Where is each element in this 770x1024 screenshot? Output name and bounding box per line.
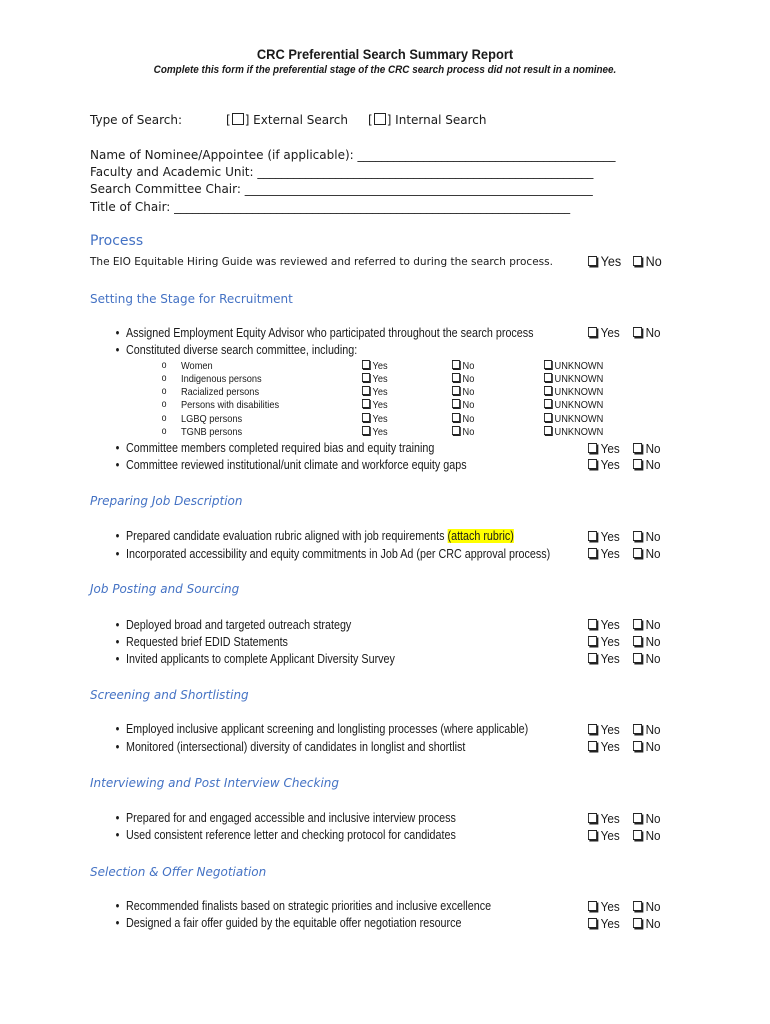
list-item: • Committee reviewed institutional/unit climate and workforce equity gaps <box>126 458 467 472</box>
yes-checkbox[interactable] <box>588 636 597 646</box>
yes-option[interactable]: Yes <box>588 722 620 737</box>
list-item: • Prepared for and engaged accessible and inclusive interview process <box>126 811 456 825</box>
no-checkbox[interactable] <box>633 459 642 469</box>
yes-option[interactable]: Yes <box>362 386 388 398</box>
yes-option[interactable]: Yes <box>362 399 388 411</box>
process-yes[interactable]: Yes <box>588 253 621 269</box>
yes-checkbox[interactable] <box>588 813 597 823</box>
process-no[interactable]: No <box>633 253 662 269</box>
yes-option[interactable]: Yes <box>588 899 620 914</box>
unknown-option[interactable]: UNKNOWN <box>544 413 603 425</box>
no-checkbox[interactable] <box>633 724 642 734</box>
yes-checkbox[interactable] <box>362 373 370 382</box>
no-checkbox[interactable] <box>633 548 642 558</box>
no-option[interactable]: No <box>633 828 661 843</box>
unknown-option[interactable]: UNKNOWN <box>544 426 603 438</box>
list-item: • Invited applicants to complete Applicant Diversity Survey <box>126 652 395 666</box>
group-racialized: o Racialized persons <box>181 386 259 398</box>
no-option[interactable]: No <box>452 399 474 411</box>
yes-checkbox[interactable] <box>588 548 597 558</box>
yes-option[interactable]: Yes <box>362 426 388 438</box>
no-option[interactable]: No <box>633 325 661 340</box>
yes-option[interactable]: Yes <box>362 360 388 372</box>
process-statement: The EIO Equitable Hiring Guide was reviewed and referred to during the search process. <box>90 256 553 268</box>
unknown-option[interactable]: UNKNOWN <box>544 399 603 411</box>
no-option[interactable]: No <box>452 386 474 398</box>
external-search-option[interactable]: [ ] External Search <box>226 113 349 127</box>
list-item: • Prepared candidate evaluation rubric aligned with job requirements (attach rubric) <box>126 529 514 543</box>
unknown-checkbox[interactable] <box>544 413 552 422</box>
no-checkbox[interactable] <box>633 443 642 453</box>
yes-checkbox[interactable] <box>588 918 597 928</box>
yes-option[interactable]: Yes <box>588 651 620 666</box>
unknown-option[interactable]: UNKNOWN <box>544 360 603 372</box>
no-option[interactable]: No <box>452 373 474 385</box>
search-type-label: Type of Search: <box>90 113 183 127</box>
no-checkbox[interactable] <box>633 619 642 629</box>
list-item: • Recommended finalists based on strategic priorities and inclusive excellence <box>126 899 491 913</box>
nominee-field[interactable]: Name of Nominee/Appointee (if applicable): ___________________________________________ <box>90 148 616 162</box>
yes-option[interactable]: Yes <box>588 828 620 843</box>
no-option[interactable]: No <box>633 899 661 914</box>
interviewing-heading: Interviewing and Post Interview Checking <box>90 776 339 790</box>
yes-checkbox[interactable] <box>362 360 370 369</box>
unknown-checkbox[interactable] <box>544 386 552 395</box>
internal-search-option[interactable]: [ ] Internal Search <box>368 113 487 127</box>
yes-checkbox[interactable] <box>588 653 597 663</box>
group-tgnb: o TGNB persons <box>181 426 242 438</box>
yes-checkbox[interactable] <box>588 901 597 911</box>
no-option[interactable]: No <box>633 916 661 931</box>
no-checkbox[interactable] <box>452 413 460 422</box>
yes-option[interactable]: Yes <box>588 739 620 754</box>
no-option[interactable]: No <box>633 634 661 649</box>
internal-search-checkbox[interactable] <box>374 113 386 125</box>
yes-option[interactable]: Yes <box>362 373 388 385</box>
no-checkbox[interactable] <box>633 636 642 646</box>
list-item: • Deployed broad and targeted outreach strategy <box>126 618 351 632</box>
no-checkbox[interactable] <box>633 813 642 823</box>
yes-option[interactable]: Yes <box>588 916 620 931</box>
list-item: • Committee members completed required bias and equity training <box>126 441 434 455</box>
unknown-checkbox[interactable] <box>544 373 552 382</box>
yes-option[interactable]: Yes <box>588 811 620 826</box>
no-option[interactable]: No <box>452 360 474 372</box>
no-option[interactable]: No <box>633 739 661 754</box>
yes-option[interactable]: Yes <box>588 617 620 632</box>
no-checkbox[interactable] <box>633 327 642 337</box>
unknown-checkbox[interactable] <box>544 426 552 435</box>
no-checkbox[interactable] <box>633 901 642 911</box>
no-checkbox[interactable] <box>452 399 460 408</box>
no-option[interactable]: No <box>633 441 661 456</box>
no-option[interactable]: No <box>633 529 661 544</box>
no-option[interactable]: No <box>633 722 661 737</box>
yes-option[interactable]: Yes <box>588 546 620 561</box>
report-title: CRC Preferential Search Summary Report <box>256 46 514 62</box>
yes-checkbox[interactable] <box>362 399 370 408</box>
list-item: • Designed a fair offer guided by the equitable offer negotiation resource <box>126 916 461 930</box>
yes-checkbox[interactable] <box>588 741 597 751</box>
list-item: • Incorporated accessibility and equity commitments in Job Ad (per CRC approval process) <box>126 547 550 561</box>
yes-checkbox[interactable] <box>588 830 597 840</box>
no-checkbox[interactable] <box>452 426 460 435</box>
unknown-checkbox[interactable] <box>544 360 552 369</box>
no-checkbox[interactable] <box>633 741 642 751</box>
attach-rubric-highlight: (attach rubric) <box>447 529 514 543</box>
no-option[interactable]: No <box>452 426 474 438</box>
no-checkbox[interactable] <box>452 373 460 382</box>
yes-checkbox[interactable] <box>588 443 597 453</box>
yes-option[interactable]: Yes <box>588 529 620 544</box>
yes-checkbox[interactable] <box>362 386 370 395</box>
yes-option[interactable]: Yes <box>362 413 388 425</box>
process-heading: Process <box>90 233 144 249</box>
no-checkbox[interactable] <box>452 360 460 369</box>
list-item: • Employed inclusive applicant screening and longlisting processes (where applicable) <box>126 722 528 736</box>
yes-option[interactable]: Yes <box>588 325 620 340</box>
preparing-heading: Preparing Job Description <box>90 494 243 508</box>
yes-checkbox[interactable] <box>588 327 597 337</box>
yes-checkbox[interactable] <box>588 531 597 541</box>
no-checkbox[interactable] <box>633 830 642 840</box>
yes-checkbox[interactable] <box>588 724 597 734</box>
unknown-option[interactable]: UNKNOWN <box>544 386 603 398</box>
selection-heading: Selection & Offer Negotiation <box>90 865 267 879</box>
unknown-checkbox[interactable] <box>544 399 552 408</box>
yes-checkbox[interactable] <box>588 619 597 629</box>
no-checkbox[interactable] <box>633 256 642 266</box>
list-item: • Assigned Employment Equity Advisor who participated throughout the search process <box>126 326 534 340</box>
no-option[interactable]: No <box>633 651 661 666</box>
yes-checkbox[interactable] <box>588 256 597 266</box>
yes-checkbox[interactable] <box>362 413 370 422</box>
screening-heading: Screening and Shortlisting <box>90 688 249 702</box>
unknown-option[interactable]: UNKNOWN <box>544 373 603 385</box>
external-search-checkbox[interactable] <box>232 113 244 125</box>
no-option[interactable]: No <box>633 811 661 826</box>
list-item: • Monitored (intersectional) diversity of candidates in longlist and shortlist <box>126 740 465 754</box>
report-subtitle: Complete this form if the preferential stage of the CRC search process did not result in a nominee. <box>153 64 617 76</box>
no-checkbox[interactable] <box>452 386 460 395</box>
no-checkbox[interactable] <box>633 531 642 541</box>
faculty-field[interactable]: Faculty and Academic Unit: ________________________________________________________ <box>90 165 594 179</box>
group-women: o Women <box>181 360 213 372</box>
list-item: • Constituted diverse search committee, including: <box>126 343 357 357</box>
group-disabilities: o Persons with disabilities <box>181 399 279 411</box>
setting-stage-heading: Setting the Stage for Recruitment <box>90 292 293 306</box>
yes-checkbox[interactable] <box>362 426 370 435</box>
no-option[interactable]: No <box>633 457 661 472</box>
title-of-chair-field[interactable]: Title of Chair: __________________________________________________________________ <box>90 200 571 214</box>
list-item: • Requested brief EDID Statements <box>126 635 288 649</box>
yes-option[interactable]: Yes <box>588 634 620 649</box>
yes-option[interactable]: Yes <box>588 457 620 472</box>
posting-heading: Job Posting and Sourcing <box>90 582 240 596</box>
no-option[interactable]: No <box>452 413 474 425</box>
yes-checkbox[interactable] <box>588 459 597 469</box>
no-option[interactable]: No <box>633 617 661 632</box>
chair-field[interactable]: Search Committee Chair: __________________________________________________________ <box>90 182 593 196</box>
list-item: • Used consistent reference letter and checking protocol for candidates <box>126 828 456 842</box>
group-indigenous: o Indigenous persons <box>181 373 262 385</box>
no-checkbox[interactable] <box>633 653 642 663</box>
yes-option[interactable]: Yes <box>588 441 620 456</box>
no-checkbox[interactable] <box>633 918 642 928</box>
group-lgbq: o LGBQ persons <box>181 413 242 425</box>
no-option[interactable]: No <box>633 546 661 561</box>
